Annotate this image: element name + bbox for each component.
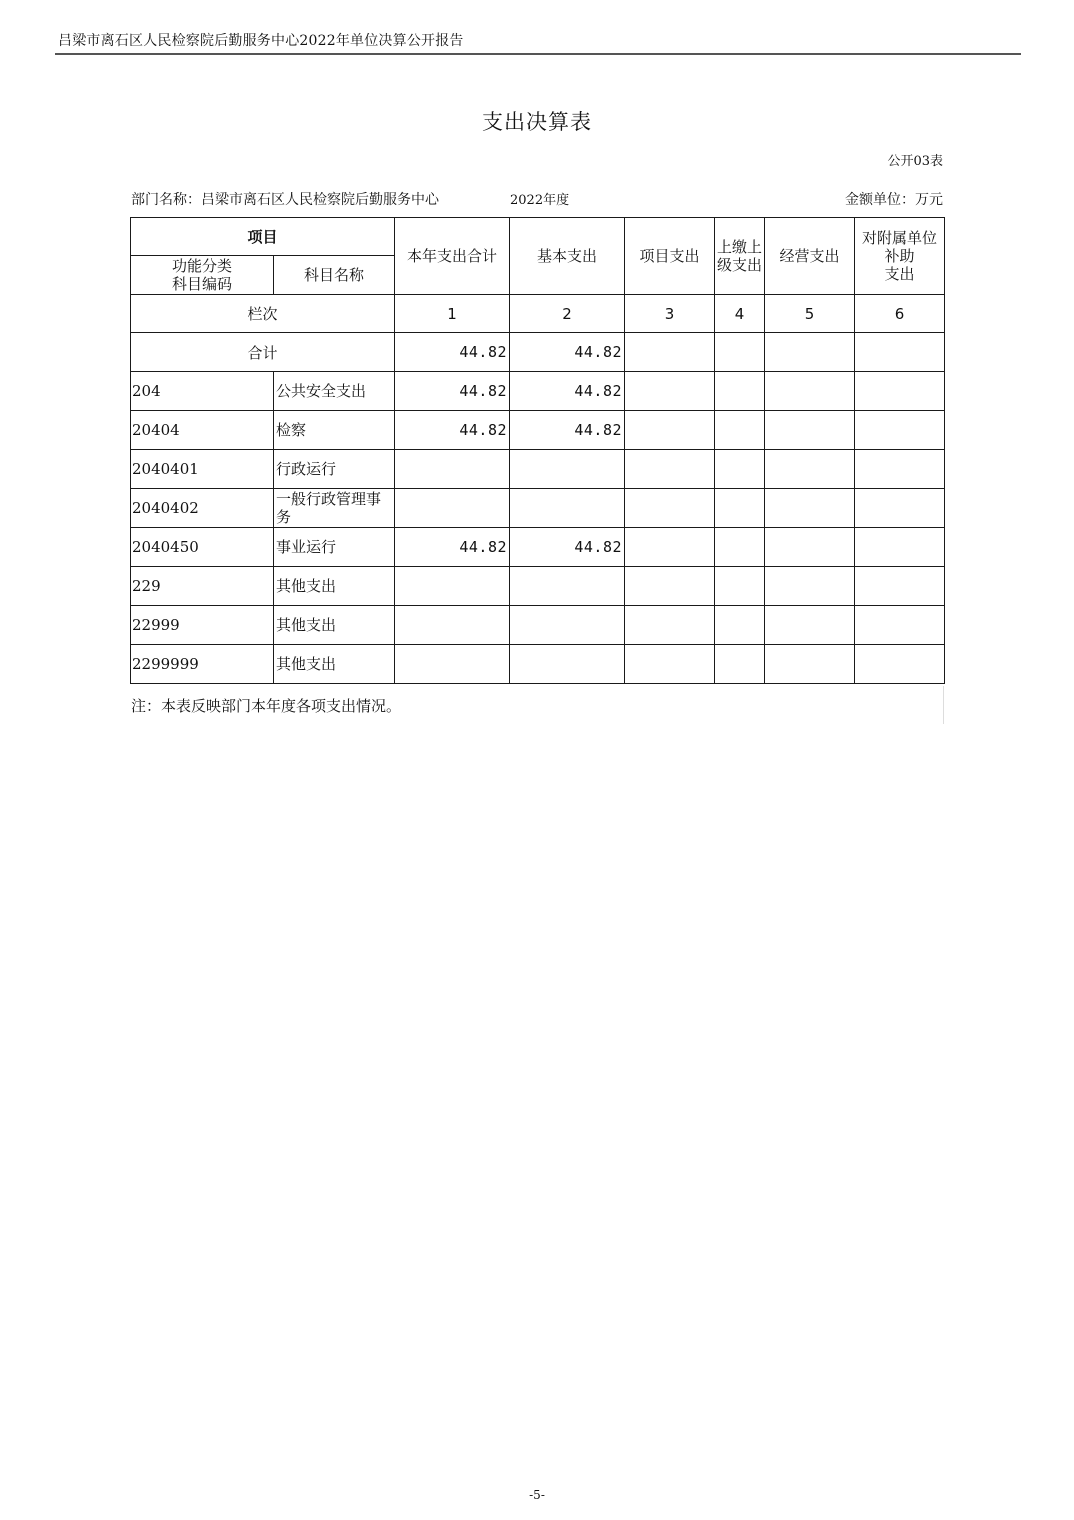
- report-year: 2022年度: [510, 193, 570, 208]
- row-upper: [715, 372, 765, 411]
- header-total-expense: 本年支出合计: [395, 218, 510, 295]
- page-number: -5-: [529, 1488, 545, 1502]
- table-row: [131, 528, 945, 567]
- row-business: [765, 567, 855, 606]
- row-subsidy: [855, 645, 945, 684]
- table-row: [131, 411, 945, 450]
- row-business: [765, 606, 855, 645]
- row-business: [765, 528, 855, 567]
- table-note: 注：本表反映部门本年度各项支出情况。: [131, 697, 402, 715]
- row-basic: [510, 606, 625, 645]
- row-subsidy: [855, 567, 945, 606]
- row-name: 其他支出: [274, 567, 395, 606]
- header-subsidy-line3: 支出: [884, 265, 915, 283]
- row-basic: [510, 450, 625, 489]
- total-subsidy: [855, 333, 945, 372]
- row-name: 行政运行: [274, 450, 395, 489]
- row-subsidy: [855, 450, 945, 489]
- row-project: [625, 606, 715, 645]
- header-basic-expense: 基本支出: [510, 218, 625, 295]
- header-func-code-line2: 科目编码: [171, 275, 232, 293]
- header-func-code-line1: 功能分类: [171, 257, 232, 275]
- header-upper-line1: 上缴上: [717, 238, 763, 256]
- row-basic: 44.82: [510, 372, 625, 411]
- row-upper: [715, 606, 765, 645]
- row-subsidy: [855, 411, 945, 450]
- row-basic: 44.82: [510, 528, 625, 567]
- total-basic: 44.82: [510, 333, 625, 372]
- header-subsidy-line2: 补助: [884, 247, 915, 265]
- row-project: [625, 411, 715, 450]
- row-total: 44.82: [395, 372, 510, 411]
- row-subsidy: [855, 606, 945, 645]
- total-upper: [715, 333, 765, 372]
- row-total: [395, 489, 510, 528]
- total-row: [131, 333, 945, 372]
- report-title: 支出决算表: [482, 110, 592, 134]
- row-upper: [715, 489, 765, 528]
- row-business: [765, 645, 855, 684]
- row-name: 检察: [274, 411, 395, 450]
- row-project: [625, 645, 715, 684]
- table-row: [131, 606, 945, 645]
- column-index-label: 栏次: [131, 295, 395, 333]
- row-code: 2040402: [131, 489, 274, 528]
- header-upper-line2: 级支出: [717, 256, 763, 274]
- column-index-6: 6: [855, 295, 945, 333]
- header-upper-expense: [715, 218, 765, 295]
- column-index-5: 5: [765, 295, 855, 333]
- column-index-2: 2: [510, 295, 625, 333]
- table-row: [131, 645, 945, 684]
- row-code: 2040450: [131, 528, 274, 567]
- header-subject-name: 科目名称: [274, 256, 395, 295]
- row-total: [395, 450, 510, 489]
- header-func-code: [131, 256, 274, 295]
- report-meta: [131, 189, 943, 207]
- table-row: [131, 372, 945, 411]
- row-name: 其他支出: [274, 645, 395, 684]
- total-amount: 44.82: [395, 333, 510, 372]
- row-project: [625, 450, 715, 489]
- row-total: 44.82: [395, 528, 510, 567]
- department-name: 部门名称：吕梁市离石区人民检察院后勤服务中心: [131, 192, 439, 208]
- row-code: 229: [131, 567, 274, 606]
- header-row-1: [131, 218, 945, 256]
- row-basic: [510, 645, 625, 684]
- row-upper: [715, 411, 765, 450]
- row-business: [765, 489, 855, 528]
- row-business: [765, 411, 855, 450]
- table-row: [131, 567, 945, 606]
- row-total: [395, 567, 510, 606]
- amount-unit: 金额单位：万元: [845, 192, 943, 208]
- total-project: [625, 333, 715, 372]
- row-total: 44.82: [395, 411, 510, 450]
- row-name: 其他支出: [274, 606, 395, 645]
- row-total: [395, 645, 510, 684]
- row-name: 公共安全支出: [274, 372, 395, 411]
- row-upper: [715, 645, 765, 684]
- running-header: 吕梁市离石区人民检察院后勤服务中心2022年单位决算公开报告: [58, 33, 464, 49]
- row-project: [625, 372, 715, 411]
- row-basic: [510, 489, 625, 528]
- row-code: 2299999: [131, 645, 274, 684]
- column-index-row: [131, 295, 945, 333]
- row-business: [765, 372, 855, 411]
- row-basic: [510, 567, 625, 606]
- row-code: 20404: [131, 411, 274, 450]
- row-total: [395, 606, 510, 645]
- row-code: 22999: [131, 606, 274, 645]
- row-name: 一般行政管理事务: [274, 489, 395, 528]
- column-index-4: 4: [715, 295, 765, 333]
- row-business: [765, 450, 855, 489]
- header-business-expense: 经营支出: [765, 218, 855, 295]
- row-upper: [715, 528, 765, 567]
- note-rule: [943, 686, 944, 724]
- row-project: [625, 528, 715, 567]
- expense-table: [130, 217, 945, 684]
- row-basic: 44.82: [510, 411, 625, 450]
- column-index-3: 3: [625, 295, 715, 333]
- header-subsidy-line1: 对附属单位: [862, 229, 938, 247]
- row-subsidy: [855, 489, 945, 528]
- row-subsidy: [855, 372, 945, 411]
- row-name: 事业运行: [274, 528, 395, 567]
- row-upper: [715, 450, 765, 489]
- table-row: [131, 489, 945, 528]
- row-code: 204: [131, 372, 274, 411]
- form-number: 公开03表: [887, 154, 943, 169]
- column-index-1: 1: [395, 295, 510, 333]
- header-project: 项目: [131, 218, 395, 256]
- header-project-expense: 项目支出: [625, 218, 715, 295]
- row-project: [625, 567, 715, 606]
- row-upper: [715, 567, 765, 606]
- row-code: 2040401: [131, 450, 274, 489]
- header-rule: [55, 53, 1021, 55]
- total-label: 合计: [131, 333, 395, 372]
- table-row: [131, 450, 945, 489]
- row-project: [625, 489, 715, 528]
- header-subsidy-expense: [855, 218, 945, 295]
- row-subsidy: [855, 528, 945, 567]
- total-business: [765, 333, 855, 372]
